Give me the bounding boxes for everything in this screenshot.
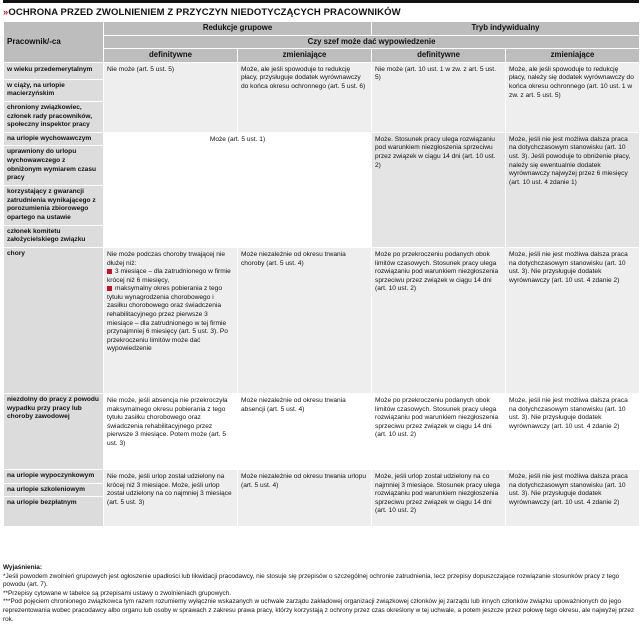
cell-s5-zmieniajace-grupowe: Może niezależnie od okresu trwania urlopu (art. 5 ust. 4) [238, 469, 372, 526]
cell-s5-definitywne-indywidualny: Może, jeśli urlop został udzielony na co najmniej 3 miesiące. Stosunek pracy ulega rozwiązaniu pod warunkiem niezgłoszenia sprzeciwu przez związek w ciągu 14 dni (art. 10 ust. 2) [372, 469, 506, 526]
header-definitywne-indywidualny: definitywne [372, 49, 506, 63]
footnotes [3, 564, 637, 624]
employee-label: niezdolny do pracy z powodu wypadku przy pracy lub choroby zawodowej [4, 393, 104, 469]
cell-s3-definitywne-grupowe [104, 247, 238, 393]
header-definitywne-grupowe: definitywne [104, 49, 238, 63]
employee-label: członek komitetu założycielskiego związku [4, 225, 104, 247]
cell-s4-zmieniajace-grupowe: Może niezależnie od okresu trwania absencji (art. 5 ust. 4) [238, 393, 372, 469]
cell-s1-zmieniajace-grupowe: Może, ale jeśli spowoduje to redukcję płacy, przysługuje dodatek wyrównawczy do końca okresu ochronnego (art. 5 ust. 6) [238, 62, 372, 132]
cell-s2-zmieniajace-indywidualny: Może, jeśli nie jest możliwa dalsza praca na dotychczasowym stanowisku (art. 10 ust. 3). Jeśli powoduje to obniżenie płacy, należy się ewentualnie dodatek wyrównawczy najwyżej przez 6 miesięcy (art. 10 ust. 4 zdanie 1) [506, 132, 640, 247]
note-2: **Przepisy cytowane w tabelce są przepisami ustawy o zwolnieniach grupowych. [3, 589, 232, 597]
top-rule [3, 0, 639, 3]
cell-s5-definitywne-grupowe: Nie może, jeśli urlop został udzielony na krócej niż 3 miesiące. Może, jeśli urlop został udzielony na co najmniej 3 miesiące (art. 5 ust. 3) [104, 469, 238, 526]
header-zmieniajace-grupowe: zmieniające [238, 49, 372, 63]
s3-bullet-2: maksymalny okres pobierania z tego tytułu wynagrodzenia chorobowego i zasiłku chorobowego oraz świadczenia rehabilitacyjnego przez pierwsze 3 miesiące – dla zatrudnionego w tej firmie przynajmniej 6 miesięcy (art. 5 ust. 3). Po przekroczeniu limitów może dać wypowiedzenie [107, 285, 228, 353]
bullet-square-icon [107, 286, 112, 291]
header-redukcje-grupowe: Redukcje grupowe [104, 22, 372, 36]
cell-s4-zmieniajace-indywidualny: Może, jeśli nie jest możliwa dalsza praca na dotychczasowym stanowisku (art. 10 ust. 3). Nie przysługuje dodatek wyrównawczy (art. 10 ust. 4 zdanie 2) [506, 393, 640, 469]
employee-label: chory [4, 247, 104, 393]
note-1: *Jeśli powodem zwolnień grupowych jest ogłoszenie upadłości lub likwidacji pracodawcy, nie stosuje się przepisów o szczególnej ochronie zatrudnienia, lecz przepisy dopuszczające rozwiązanie stosunków pracy z tego powodu (art. 7). [3, 572, 620, 589]
page-title [3, 5, 639, 20]
cell-s3-zmieniajace-grupowe: Może niezależnie od okresu trwania choroby (art. 5 ust. 4) [238, 247, 372, 393]
cell-s4-definitywne-grupowe: Nie może, jeśli absencja nie przekroczyła maksymalnego okresu pobierania z tego tytułu zasiłku chorobowego oraz świadczenia rehabilitacyjnego przez pierwsze 3 miesiące. Potem może (art. 5 ust. 3) [104, 393, 238, 469]
employee-label: na urlopie wypoczynkowym [4, 469, 104, 483]
header-pracownik: Pracownik/-ca [4, 22, 104, 63]
employee-label: na urlopie szkoleniowym [4, 483, 104, 497]
cell-s4-definitywne-indywidualny: Może po przekroczeniu podanych obok limitów czasowych. Stosunek pracy ulega rozwiązaniu pod warunkiem niezgłoszenia sprzeciwu przez związek w ciągu 14 dni (art. 10 ust. 2) [372, 393, 506, 469]
cell-s2-grupowe: Może (art. 5 ust. 1) [104, 132, 372, 247]
header-czy-szef: Czy szef może dać wypowiedzenie [104, 35, 640, 49]
employee-label: na urlopie wychowawczym [4, 132, 104, 146]
employee-label: w wieku przedemerytalnym [4, 62, 104, 79]
title-text: OCHRONA PRZED ZWOLNIENIEM Z PRZYCZYN NIEDOTYCZĄCYCH PRACOWNIKÓW [8, 7, 401, 18]
bullet-square-icon [107, 269, 112, 274]
title-marker: » [3, 7, 9, 18]
s3-intro: Nie może podczas choroby trwającej nie dłużej niż: [107, 250, 226, 267]
employee-label: chroniony związkowiec, członek rady pracowników, społeczny inspektor pracy [4, 101, 104, 132]
header-zmieniajace-indywidualny: zmieniające [506, 49, 640, 63]
employee-label: w ciąży, na urlopie macierzyńskim [4, 79, 104, 101]
cell-s2-definitywne-indywidualny: Może. Stosunek pracy ulega rozwiązaniu pod warunkiem niezgłoszenia sprzeciwu przez związek w ciągu 14 dni (art. 10 ust. 2) [372, 132, 506, 247]
cell-s3-zmieniajace-indywidualny: Może, jeśli nie jest możliwa dalsza praca na dotychczasowym stanowisku (art. 10 ust. 3). Nie przysługuje dodatek wyrównawczy (art. 10 ust. 4 zdanie 2) [506, 247, 640, 393]
employee-label: na urlopie bezpłatnym [4, 497, 104, 527]
protection-table [3, 21, 640, 527]
cell-s1-zmieniajace-indywidualny: Może, ale jeśli spowoduje to redukcję płacy, należy się dodatek wyrównawczy do końca okresu ochronnego (art. 10 ust. 1 w zw. z art. 5 ust. 5) [506, 62, 640, 132]
header-tryb-indywidualny: Tryb indywidualny [372, 22, 640, 36]
employee-label: korzystający z gwarancji zatrudnienia wynikającego z porozumienia zbiorowego opartego na ustawie [4, 185, 104, 225]
notes-heading: Wyjaśnienia: [3, 564, 42, 571]
cell-s3-definitywne-indywidualny: Może po przekroczeniu podanych obok limitów czasowych. Stosunek pracy ulega rozwiązaniu pod warunkiem niezgłoszenia sprzeciwu przez związek w ciągu 14 dni (art. 10 ust. 2) [372, 247, 506, 393]
s3-bullet-1: 3 miesiące – dla zatrudnionego w firmie krócej niż 6 miesięcy, [107, 268, 231, 284]
cell-s1-definitywne-grupowe: Nie może (art. 5 ust. 5) [104, 62, 238, 132]
employee-label: uprawniony do urlopu wychowawczego z obniżonym wymiarem czasu pracy [4, 146, 104, 185]
note-3: ***Pod pojęciem chronionego związkowca tym razem rozumiemy wyłącznie wskazanych w uchwale zarządu zakładowej organizacji związkowej członków jej zarządu lub innych członków związku upoważnionych do jego reprezentowania wobec pracodawcy albo organu lub osoby w sprawach z zakresu prawa pracy, którzy korzystają z ochrony przez czas określony w tej uchwale, a potem jeszcze przez połowę tego okresu, ale najwyżej przez rok. [3, 598, 635, 623]
cell-s1-definitywne-indywidualny: Nie może (art. 10 ust. 1 w zw. z art. 5 ust. 5) [372, 62, 506, 132]
cell-s5-zmieniajace-indywidualny: Może, jeśli nie jest możliwa dalsza praca na dotychczasowym stanowisku (art. 10 ust. 3). Nie przysługuje dodatek wyrównawczy (art. 10 ust. 4 zdanie 2) [506, 469, 640, 526]
